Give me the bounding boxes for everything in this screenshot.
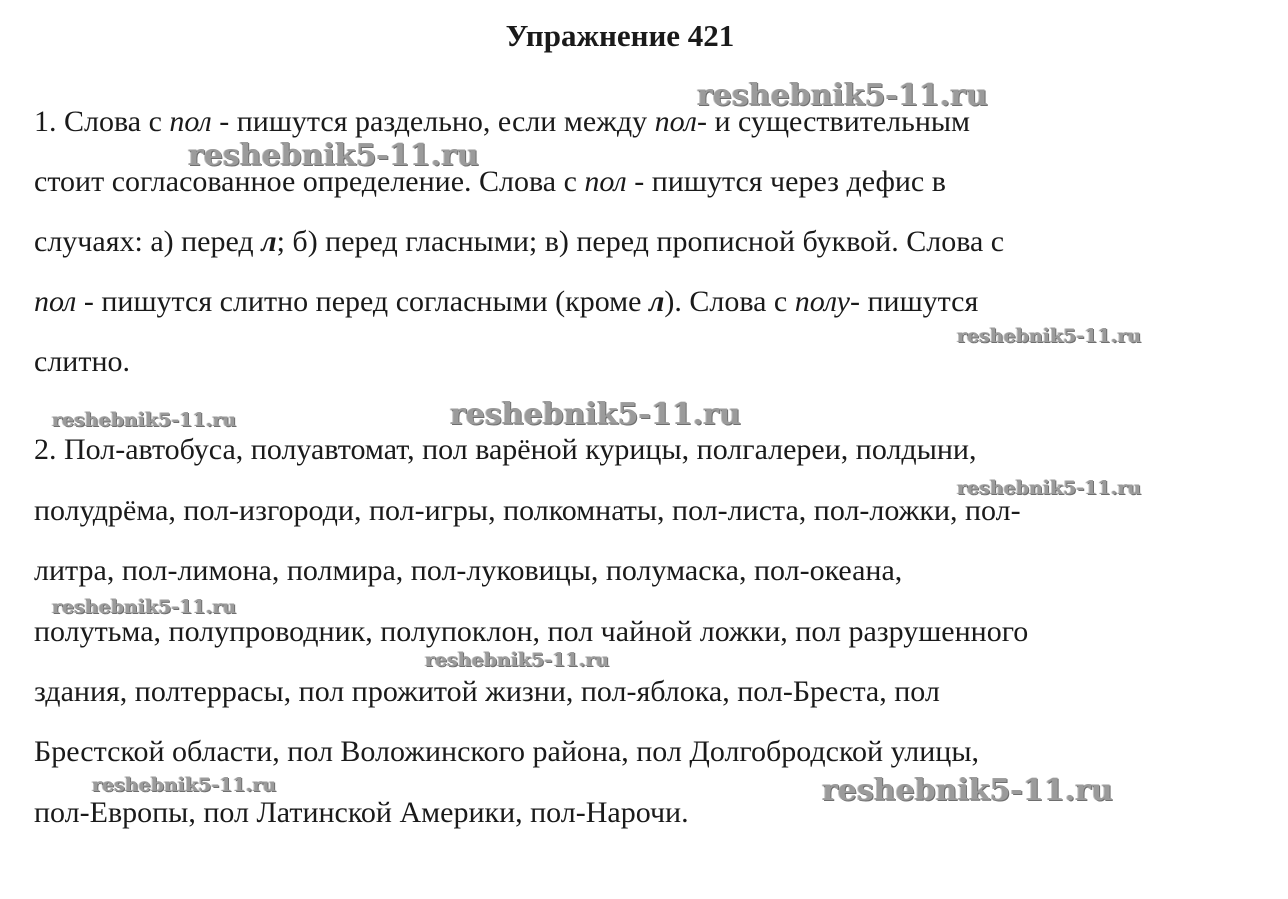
text-line-9: полутьма, полупроводник, полупоклон, пол чайной ложки, пол разрушенного: [34, 615, 1029, 648]
text-line-6: 2. Пол-автобуса, полуавтомат, пол варёной курицы, полгалереи, полдыни,: [34, 433, 977, 466]
watermark: reshebnik5-11.ru: [52, 596, 237, 618]
watermark: reshebnik5-11.ru: [957, 477, 1142, 499]
watermark: reshebnik5-11.ru: [92, 774, 277, 796]
text-line-8: литра, пол-лимона, полмира, пол-луковицы, полумаска, пол-океана,: [34, 554, 903, 587]
exercise-title: Упражнение 421: [505, 18, 735, 53]
text-line-10: здания, полтеррасы, пол прожитой жизни, пол-яблока, пол-Бреста, пол: [34, 675, 940, 708]
watermark: reshebnik5-11.ru: [188, 138, 479, 173]
text-line-3: случаях: а) перед л; б) перед гласными; в) перед прописной буквой. Слова с: [34, 225, 1005, 258]
text-line-1: 1. Слова с пол - пишутся раздельно, если между пол- и существительным: [34, 105, 971, 138]
text-line-11: Брестской области, пол Воложинского района, пол Долгобродской улицы,: [34, 735, 979, 768]
watermark: reshebnik5-11.ru: [697, 78, 988, 113]
watermark: reshebnik5-11.ru: [822, 773, 1113, 808]
text-line-2: стоит согласованное определение. Слова с пол - пишутся через дефис в: [34, 165, 946, 198]
watermark: reshebnik5-11.ru: [52, 409, 237, 431]
watermark: reshebnik5-11.ru: [450, 397, 741, 432]
text-line-5: слитно.: [34, 345, 131, 378]
watermark: reshebnik5-11.ru: [425, 649, 610, 671]
text-line-12: пол-Европы, пол Латинской Америки, пол-Нарочи.: [34, 796, 689, 829]
text-line-7: полудрёма, пол-изгороди, пол-игры, полкомнаты, пол-листа, пол-ложки, пол-: [34, 494, 1021, 527]
text-line-4: пол - пишутся слитно перед согласными (кроме л). Слова с полу- пишутся: [34, 285, 979, 318]
watermark: reshebnik5-11.ru: [957, 325, 1142, 347]
